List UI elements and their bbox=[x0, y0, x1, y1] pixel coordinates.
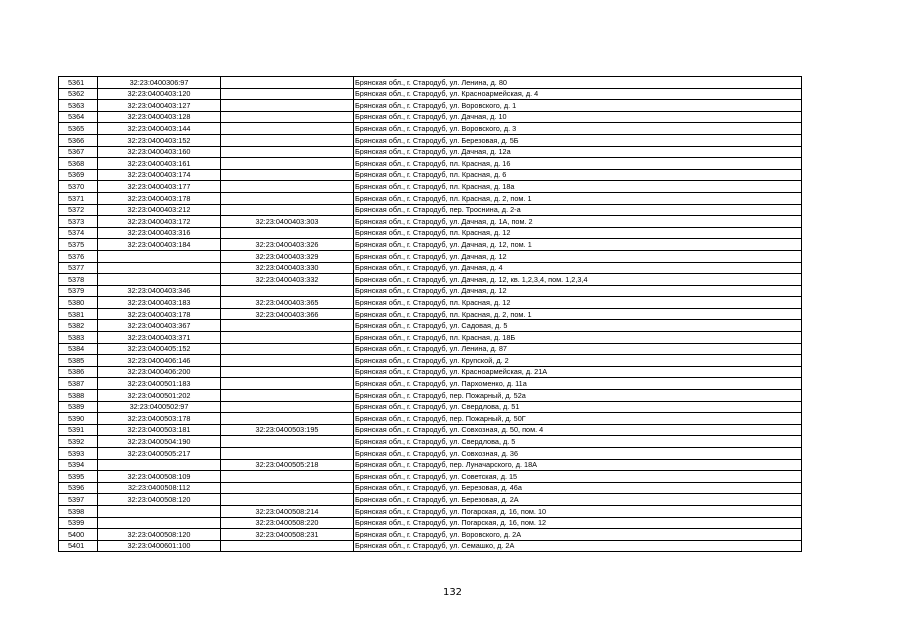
address-cell: Брянская обл., г. Стародуб, ул. Дачная, д. 4 bbox=[354, 262, 802, 274]
address-cell: Брянская обл., г. Стародуб, ул. Дачная, д. 1А, пом. 2 bbox=[354, 216, 802, 228]
address-cell: Брянская обл., г. Стародуб, ул. Березовая, д. 5Б bbox=[354, 134, 802, 146]
related-cadastral-number-cell: 32:23:0400403:332 bbox=[221, 274, 354, 286]
address-cell: Брянская обл., г. Стародуб, пер. Луначарского, д. 18А bbox=[354, 459, 802, 471]
cadastral-number-cell: 32:23:0400503:181 bbox=[98, 424, 221, 436]
related-cadastral-number-cell bbox=[221, 134, 354, 146]
row-number-cell: 5401 bbox=[59, 540, 98, 552]
table-row bbox=[59, 320, 802, 332]
address-cell: Брянская обл., г. Стародуб, ул. Семашко, д. 2А bbox=[354, 540, 802, 552]
row-number-cell: 5370 bbox=[59, 181, 98, 193]
table-row bbox=[59, 88, 802, 100]
address-cell: Брянская обл., г. Стародуб, ул. Березовая, д. 2А bbox=[354, 494, 802, 506]
address-cell: Брянская обл., г. Стародуб, ул. Погарская, д. 16, пом. 12 bbox=[354, 517, 802, 529]
row-number-cell: 5377 bbox=[59, 262, 98, 274]
address-cell: Брянская обл., г. Стародуб, ул. Ленина, д. 80 bbox=[354, 77, 802, 89]
cadastral-number-cell: 32:23:0400406:146 bbox=[98, 355, 221, 367]
related-cadastral-number-cell bbox=[221, 390, 354, 402]
related-cadastral-number-cell bbox=[221, 169, 354, 181]
page-number: 132 bbox=[442, 587, 463, 598]
cadastral-number-cell: 32:23:0400403:316 bbox=[98, 227, 221, 239]
related-cadastral-number-cell bbox=[221, 146, 354, 158]
address-cell: Брянская обл., г. Стародуб, ул. Воровского, д. 3 bbox=[354, 123, 802, 135]
table-row bbox=[59, 111, 802, 123]
table-row bbox=[59, 216, 802, 228]
table-row bbox=[59, 123, 802, 135]
address-cell: Брянская обл., г. Стародуб, пер. Троснина, д. 2-а bbox=[354, 204, 802, 216]
row-number-cell: 5396 bbox=[59, 482, 98, 494]
row-number-cell: 5365 bbox=[59, 123, 98, 135]
row-number-cell: 5392 bbox=[59, 436, 98, 448]
address-cell: Брянская обл., г. Стародуб, пл. Красная, д. 18а bbox=[354, 181, 802, 193]
related-cadastral-number-cell bbox=[221, 343, 354, 355]
row-number-cell: 5400 bbox=[59, 529, 98, 541]
row-number-cell: 5395 bbox=[59, 471, 98, 483]
cadastral-number-cell: 32:23:0400403:152 bbox=[98, 134, 221, 146]
address-cell: Брянская обл., г. Стародуб, пл. Красная, д. 2, пом. 1 bbox=[354, 192, 802, 204]
row-number-cell: 5387 bbox=[59, 378, 98, 390]
address-cell: Брянская обл., г. Стародуб, ул. Воровского, д. 2А bbox=[354, 529, 802, 541]
cadastral-number-cell: 32:23:0400508:109 bbox=[98, 471, 221, 483]
related-cadastral-number-cell bbox=[221, 100, 354, 112]
row-number-cell: 5378 bbox=[59, 274, 98, 286]
table-row bbox=[59, 366, 802, 378]
related-cadastral-number-cell: 32:23:0400505:218 bbox=[221, 459, 354, 471]
row-number-cell: 5376 bbox=[59, 250, 98, 262]
row-number-cell: 5381 bbox=[59, 308, 98, 320]
table-row bbox=[59, 146, 802, 158]
related-cadastral-number-cell bbox=[221, 192, 354, 204]
table-row bbox=[59, 482, 802, 494]
row-number-cell: 5369 bbox=[59, 169, 98, 181]
table-row bbox=[59, 529, 802, 541]
table-row bbox=[59, 413, 802, 425]
cadastral-number-cell: 32:23:0400403:212 bbox=[98, 204, 221, 216]
table-row bbox=[59, 448, 802, 460]
table-row bbox=[59, 355, 802, 367]
address-cell: Брянская обл., г. Стародуб, пл. Красная, д. 18Б bbox=[354, 332, 802, 344]
address-cell: Брянская обл., г. Стародуб, ул. Советская, д. 15 bbox=[354, 471, 802, 483]
address-cell: Брянская обл., г. Стародуб, ул. Воровского, д. 1 bbox=[354, 100, 802, 112]
related-cadastral-number-cell bbox=[221, 88, 354, 100]
related-cadastral-number-cell bbox=[221, 378, 354, 390]
address-cell: Брянская обл., г. Стародуб, ул. Садовая, д. 5 bbox=[354, 320, 802, 332]
row-number-cell: 5389 bbox=[59, 401, 98, 413]
cadastral-number-cell: 32:23:0400403:120 bbox=[98, 88, 221, 100]
address-cell: Брянская обл., г. Стародуб, ул. Погарская, д. 16, пом. 10 bbox=[354, 505, 802, 517]
cadastral-number-cell: 32:23:0400508:120 bbox=[98, 529, 221, 541]
table-row bbox=[59, 250, 802, 262]
row-number-cell: 5361 bbox=[59, 77, 98, 89]
table-row bbox=[59, 378, 802, 390]
row-number-cell: 5398 bbox=[59, 505, 98, 517]
address-cell: Брянская обл., г. Стародуб, пер. Пожарный, д. 50Г bbox=[354, 413, 802, 425]
row-number-cell: 5397 bbox=[59, 494, 98, 506]
cadastral-number-cell bbox=[98, 459, 221, 471]
cadastral-number-cell: 32:23:0400403:184 bbox=[98, 239, 221, 251]
row-number-cell: 5399 bbox=[59, 517, 98, 529]
table-row bbox=[59, 401, 802, 413]
row-number-cell: 5364 bbox=[59, 111, 98, 123]
address-cell: Брянская обл., г. Стародуб, ул. Крупской, д. 2 bbox=[354, 355, 802, 367]
table-row bbox=[59, 192, 802, 204]
cadastral-number-cell bbox=[98, 274, 221, 286]
cadastral-number-cell: 32:23:0400403:346 bbox=[98, 285, 221, 297]
address-cell: Брянская обл., г. Стародуб, ул. Березовая, д. 46а bbox=[354, 482, 802, 494]
cadastral-number-cell: 32:23:0400306:97 bbox=[98, 77, 221, 89]
cadastral-number-cell: 32:23:0400601:100 bbox=[98, 540, 221, 552]
table-row bbox=[59, 505, 802, 517]
related-cadastral-number-cell: 32:23:0400403:326 bbox=[221, 239, 354, 251]
cadastral-number-cell: 32:23:0400403:371 bbox=[98, 332, 221, 344]
address-cell: Брянская обл., г. Стародуб, ул. Совхозная, д. 50, пом. 4 bbox=[354, 424, 802, 436]
cadastral-number-cell: 32:23:0400403:183 bbox=[98, 297, 221, 309]
row-number-cell: 5363 bbox=[59, 100, 98, 112]
related-cadastral-number-cell bbox=[221, 494, 354, 506]
address-cell: Брянская обл., г. Стародуб, ул. Свердлова, д. 5 bbox=[354, 436, 802, 448]
cadastral-number-cell: 32:23:0400403:367 bbox=[98, 320, 221, 332]
related-cadastral-number-cell bbox=[221, 413, 354, 425]
cadastral-number-cell: 32:23:0400502:97 bbox=[98, 401, 221, 413]
table-row bbox=[59, 181, 802, 193]
related-cadastral-number-cell bbox=[221, 332, 354, 344]
related-cadastral-number-cell bbox=[221, 227, 354, 239]
related-cadastral-number-cell: 32:23:0400403:365 bbox=[221, 297, 354, 309]
address-cell: Брянская обл., г. Стародуб, ул. Дачная, д. 10 bbox=[354, 111, 802, 123]
table-row bbox=[59, 285, 802, 297]
table-row bbox=[59, 540, 802, 552]
row-number-cell: 5386 bbox=[59, 366, 98, 378]
related-cadastral-number-cell: 32:23:0400403:366 bbox=[221, 308, 354, 320]
address-cell: Брянская обл., г. Стародуб, пер. Пожарный, д. 52а bbox=[354, 390, 802, 402]
table-row bbox=[59, 517, 802, 529]
address-cell: Брянская обл., г. Стародуб, пл. Красная, д. 16 bbox=[354, 158, 802, 170]
table-row bbox=[59, 424, 802, 436]
row-number-cell: 5384 bbox=[59, 343, 98, 355]
address-cell: Брянская обл., г. Стародуб, ул. Дачная, д. 12, кв. 1,2,3,4, пом. 1,2,3,4 bbox=[354, 274, 802, 286]
row-number-cell: 5380 bbox=[59, 297, 98, 309]
related-cadastral-number-cell bbox=[221, 320, 354, 332]
cadastral-number-cell: 32:23:0400501:183 bbox=[98, 378, 221, 390]
table-row bbox=[59, 169, 802, 181]
related-cadastral-number-cell bbox=[221, 204, 354, 216]
row-number-cell: 5393 bbox=[59, 448, 98, 460]
cadastral-number-cell: 32:23:0400403:174 bbox=[98, 169, 221, 181]
related-cadastral-number-cell: 32:23:0400508:231 bbox=[221, 529, 354, 541]
address-cell: Брянская обл., г. Стародуб, ул. Совхозная, д. 36 bbox=[354, 448, 802, 460]
table-row bbox=[59, 262, 802, 274]
cadastral-number-cell: 32:23:0400501:202 bbox=[98, 390, 221, 402]
row-number-cell: 5390 bbox=[59, 413, 98, 425]
related-cadastral-number-cell bbox=[221, 111, 354, 123]
address-cell: Брянская обл., г. Стародуб, ул. Красноармейская, д. 21А bbox=[354, 366, 802, 378]
related-cadastral-number-cell: 32:23:0400403:330 bbox=[221, 262, 354, 274]
table-row bbox=[59, 297, 802, 309]
cadastral-number-cell: 32:23:0400508:112 bbox=[98, 482, 221, 494]
table-row bbox=[59, 343, 802, 355]
table-row bbox=[59, 459, 802, 471]
related-cadastral-number-cell bbox=[221, 436, 354, 448]
row-number-cell: 5367 bbox=[59, 146, 98, 158]
table-row bbox=[59, 158, 802, 170]
table-row bbox=[59, 77, 802, 89]
cadastral-number-cell bbox=[98, 262, 221, 274]
table-row bbox=[59, 100, 802, 112]
address-cell: Брянская обл., г. Стародуб, ул. Дачная, д. 12 bbox=[354, 285, 802, 297]
row-number-cell: 5391 bbox=[59, 424, 98, 436]
table-row bbox=[59, 436, 802, 448]
row-number-cell: 5382 bbox=[59, 320, 98, 332]
cadastral-number-cell bbox=[98, 250, 221, 262]
address-cell: Брянская обл., г. Стародуб, ул. Красноармейская, д. 4 bbox=[354, 88, 802, 100]
row-number-cell: 5372 bbox=[59, 204, 98, 216]
cadastral-number-cell: 32:23:0400403:178 bbox=[98, 192, 221, 204]
cadastral-number-cell: 32:23:0400403:127 bbox=[98, 100, 221, 112]
table-row bbox=[59, 239, 802, 251]
row-number-cell: 5379 bbox=[59, 285, 98, 297]
related-cadastral-number-cell bbox=[221, 482, 354, 494]
cadastral-number-cell: 32:23:0400504:190 bbox=[98, 436, 221, 448]
table-row bbox=[59, 332, 802, 344]
address-cell: Брянская обл., г. Стародуб, пл. Красная, д. 6 bbox=[354, 169, 802, 181]
related-cadastral-number-cell bbox=[221, 401, 354, 413]
cadastral-number-cell bbox=[98, 505, 221, 517]
cadastral-number-cell: 32:23:0400403:178 bbox=[98, 308, 221, 320]
cadastral-number-cell: 32:23:0400403:172 bbox=[98, 216, 221, 228]
row-number-cell: 5385 bbox=[59, 355, 98, 367]
address-cell: Брянская обл., г. Стародуб, ул. Дачная, д. 12а bbox=[354, 146, 802, 158]
related-cadastral-number-cell bbox=[221, 366, 354, 378]
related-cadastral-number-cell: 32:23:0400508:214 bbox=[221, 505, 354, 517]
row-number-cell: 5383 bbox=[59, 332, 98, 344]
address-cell: Брянская обл., г. Стародуб, ул. Дачная, д. 12 bbox=[354, 250, 802, 262]
cadastral-number-cell bbox=[98, 517, 221, 529]
address-cell: Брянская обл., г. Стародуб, пл. Красная, д. 2, пом. 1 bbox=[354, 308, 802, 320]
registry-table-body bbox=[59, 77, 802, 552]
address-cell: Брянская обл., г. Стародуб, ул. Пархоменко, д. 11а bbox=[354, 378, 802, 390]
cadastral-number-cell: 32:23:0400505:217 bbox=[98, 448, 221, 460]
related-cadastral-number-cell: 32:23:0400508:220 bbox=[221, 517, 354, 529]
cadastral-number-cell: 32:23:0400403:161 bbox=[98, 158, 221, 170]
table-row bbox=[59, 274, 802, 286]
row-number-cell: 5374 bbox=[59, 227, 98, 239]
address-cell: Брянская обл., г. Стародуб, ул. Дачная, д. 12, пом. 1 bbox=[354, 239, 802, 251]
table-row bbox=[59, 494, 802, 506]
related-cadastral-number-cell bbox=[221, 471, 354, 483]
table-row bbox=[59, 134, 802, 146]
row-number-cell: 5371 bbox=[59, 192, 98, 204]
related-cadastral-number-cell bbox=[221, 158, 354, 170]
table-row bbox=[59, 390, 802, 402]
row-number-cell: 5388 bbox=[59, 390, 98, 402]
cadastral-number-cell: 32:23:0400403:144 bbox=[98, 123, 221, 135]
registry-table bbox=[58, 76, 802, 552]
address-cell: Брянская обл., г. Стародуб, ул. Ленина, д. 87 bbox=[354, 343, 802, 355]
table-row bbox=[59, 471, 802, 483]
row-number-cell: 5362 bbox=[59, 88, 98, 100]
address-cell: Брянская обл., г. Стародуб, пл. Красная, д. 12 bbox=[354, 227, 802, 239]
related-cadastral-number-cell bbox=[221, 355, 354, 367]
table-row bbox=[59, 227, 802, 239]
related-cadastral-number-cell bbox=[221, 181, 354, 193]
row-number-cell: 5366 bbox=[59, 134, 98, 146]
related-cadastral-number-cell bbox=[221, 448, 354, 460]
row-number-cell: 5394 bbox=[59, 459, 98, 471]
row-number-cell: 5373 bbox=[59, 216, 98, 228]
row-number-cell: 5368 bbox=[59, 158, 98, 170]
cadastral-number-cell: 32:23:0400403:128 bbox=[98, 111, 221, 123]
cadastral-number-cell: 32:23:0400503:178 bbox=[98, 413, 221, 425]
related-cadastral-number-cell: 32:23:0400503:195 bbox=[221, 424, 354, 436]
related-cadastral-number-cell: 32:23:0400403:303 bbox=[221, 216, 354, 228]
row-number-cell: 5375 bbox=[59, 239, 98, 251]
related-cadastral-number-cell: 32:23:0400403:329 bbox=[221, 250, 354, 262]
table-row bbox=[59, 308, 802, 320]
address-cell: Брянская обл., г. Стародуб, пл. Красная, д. 12 bbox=[354, 297, 802, 309]
cadastral-number-cell: 32:23:0400403:177 bbox=[98, 181, 221, 193]
cadastral-number-cell: 32:23:0400405:152 bbox=[98, 343, 221, 355]
cadastral-number-cell: 32:23:0400406:200 bbox=[98, 366, 221, 378]
cadastral-number-cell: 32:23:0400403:160 bbox=[98, 146, 221, 158]
address-cell: Брянская обл., г. Стародуб, ул. Свердлова, д. 51 bbox=[354, 401, 802, 413]
cadastral-number-cell: 32:23:0400508:120 bbox=[98, 494, 221, 506]
table-row bbox=[59, 204, 802, 216]
related-cadastral-number-cell bbox=[221, 540, 354, 552]
related-cadastral-number-cell bbox=[221, 123, 354, 135]
related-cadastral-number-cell bbox=[221, 77, 354, 89]
related-cadastral-number-cell bbox=[221, 285, 354, 297]
